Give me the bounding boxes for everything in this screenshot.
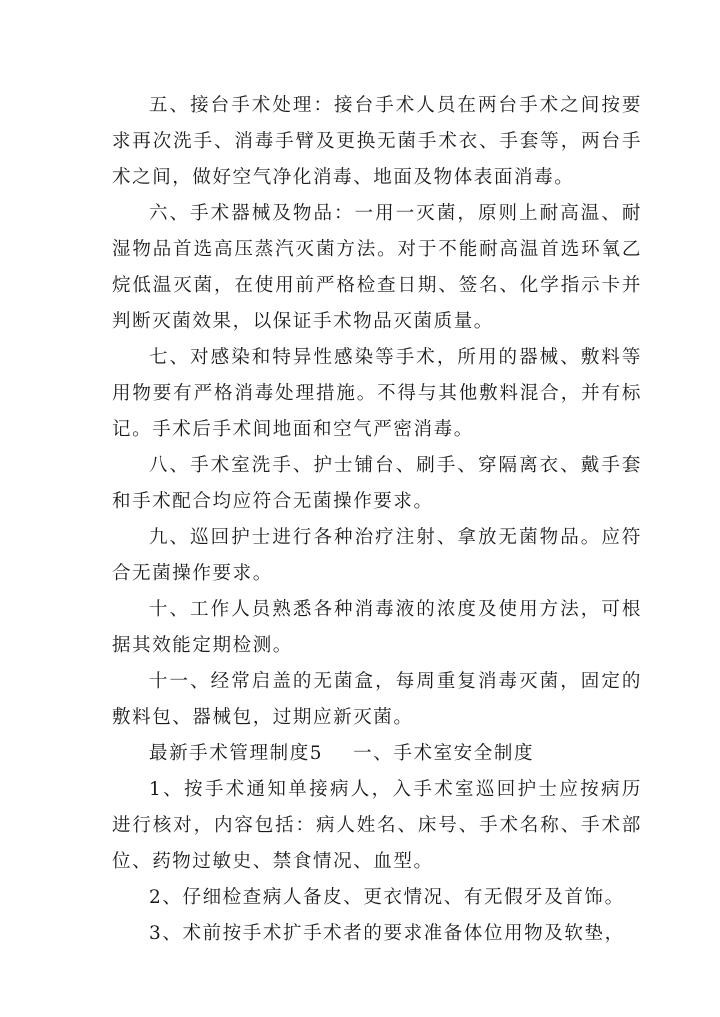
paragraph-10: 十、工作人员熟悉各种消毒液的浓度及使用方法，可根据其效能定期检测。 (112, 599, 642, 656)
paragraph-9: 九、巡回护士进行各种治疗注射、拿放无菌物品。应符合无菌操作要求。 (112, 527, 642, 584)
paragraph-item-1: 1、按手术通知单接病人，入手术室巡回护士应按病历进行核对，内容包括：病人姓名、床号、手术名称、手术部位、药物过敏史、禁食情况、血型。 (112, 779, 642, 872)
document-body (112, 88, 642, 952)
section-title: 最新手术管理制度5 (149, 743, 324, 764)
paragraph-7: 七、对感染和特异性感染等手术，所用的器械、敷料等用物要有严格消毒处理措施。不得与其他敷料混合，并有标记。手术后手术间地面和空气严密消毒。 (112, 347, 642, 440)
paragraph-item-2: 2、仔细检查病人备皮、更衣情况、有无假牙及首饰。 (149, 887, 625, 908)
paragraph-5: 五、接台手术处理：接台手术人员在两台手术之间按要求再次洗手、消毒手臂及更换无菌手术衣、手套等，两台手术之间，做好空气净化消毒、地面及物体表面消毒。 (112, 95, 642, 188)
section-subtitle: 一、手术室安全制度 (353, 743, 535, 764)
paragraph-item-3: 3、术前按手术扩手术者的要求准备体位用物及软垫， (149, 923, 625, 944)
section-heading-line (112, 736, 642, 772)
paragraph-11: 十一、经常启盖的无菌盒，每周重复消毒灭菌，固定的敷料包、器械包，过期应新灭菌。 (112, 671, 642, 728)
paragraph-8: 八、手术室洗手、护士铺台、刷手、穿隔离衣、戴手套和手术配合均应符合无菌操作要求。 (112, 455, 642, 512)
paragraph-6: 六、手术器械及物品：一用一灭菌，原则上耐高温、耐湿物品首选高压蒸汽灭菌方法。对于不能耐高温首选环氧乙烷低温灭菌，在使用前严格检查日期、签名、化学指示卡并判断灭菌效果，以保证手术物品灭菌质量。 (112, 203, 642, 332)
